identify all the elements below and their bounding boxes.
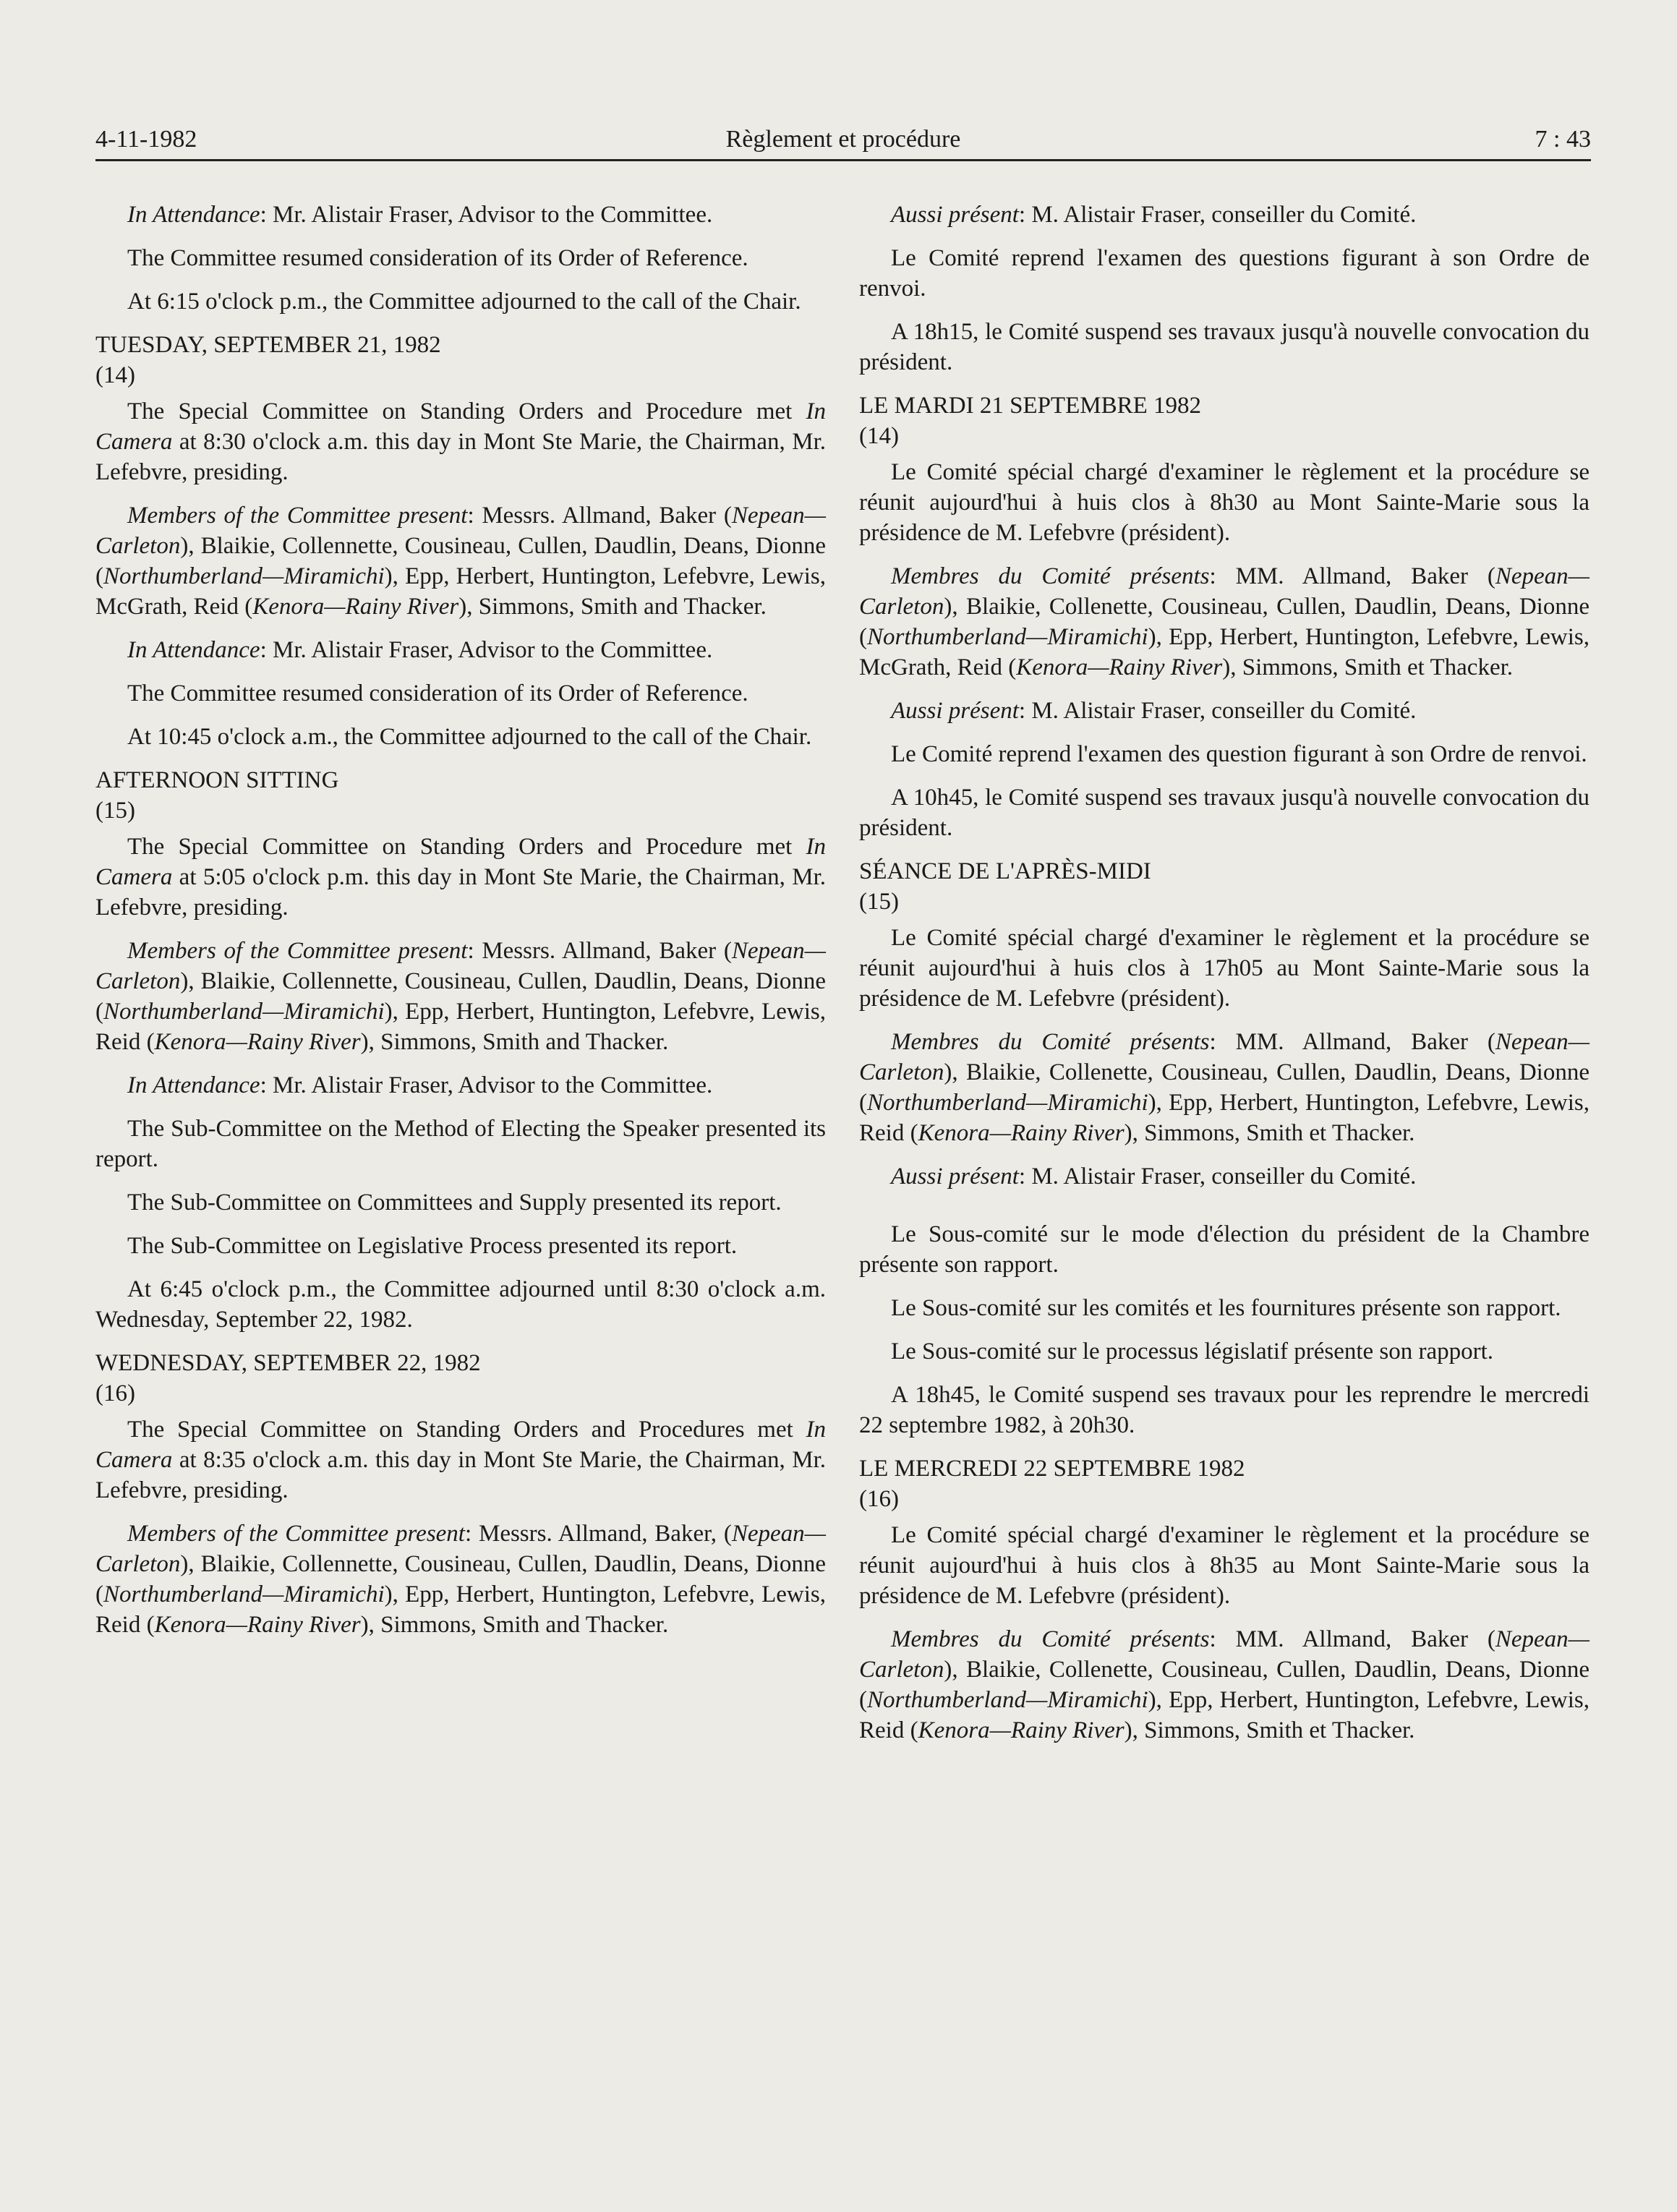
header-title: Règlement et procédure: [725, 126, 961, 153]
report-paragraph: The Sub-Committee on Committees and Supply presented its report.: [127, 1190, 782, 1216]
adjourned-paragraph: A 18h45, le Comité suspend ses travaux pour les reprendre le mercredi 22 septembre 1982, à 20h30.: [859, 1382, 1589, 1438]
meeting-paragraph: The Special Committee on Standing Orders and Procedure met In Camera at 8:30 o'clock a.m. this day in Mont Ste Marie, the Chairman, Mr. Lefebvre, presiding.: [95, 398, 826, 485]
adjourned-paragraph: At 10:45 o'clock a.m., the Committee adjourned to the call of the Chair.: [127, 724, 812, 750]
english-column: [95, 200, 826, 1653]
section-heading: LE MARDI 21 SEPTEMBRE 1982: [859, 393, 1202, 419]
meeting-number: (16): [859, 1486, 899, 1512]
section-heading: SÉANCE DE L'APRÈS-MIDI: [859, 858, 1151, 884]
report-paragraph: The Sub-Committee on the Method of Electing the Speaker presented its report.: [95, 1116, 826, 1172]
meeting-paragraph: The Special Committee on Standing Orders and Procedure met In Camera at 5:05 o'clock p.m. this day in Mont Ste Marie, the Chairman, Mr. Lefebvre, presiding.: [95, 834, 826, 921]
members-paragraph: Members of the Committee present: Messrs. Allmand, Baker, (Nepean—Carleton), Blaikie, Collennette, Cousineau, Cullen, Daudlin, Deans, Dionne (Northumberland—Miramichi), Epp, Herbert, Huntington, Lefebvre, Lewis, Reid (Kenora—Rainy River), Simmons, Smith and Thacker.: [95, 1521, 826, 1638]
report-paragraph: Le Sous-comité sur le processus législatif présente son rapport.: [891, 1338, 1494, 1365]
attendance-paragraph: In Attendance: Mr. Alistair Fraser, Advisor to the Committee.: [127, 202, 713, 228]
attendance-paragraph: Aussi présent: M. Alistair Fraser, conseiller du Comité.: [891, 1163, 1417, 1190]
members-paragraph: Membres du Comité présents: MM. Allmand, Baker (Nepean—Carleton), Blaikie, Collenette, Cousineau, Cullen, Daudlin, Deans, Dionne (Northumberland—Miramichi), Epp, Herbert, Huntington, Lefebvre, Lewis, McGrath, Reid (Kenora—Rainy River), Simmons, Smith et Thacker.: [859, 563, 1589, 680]
meeting-paragraph: Le Comité spécial chargé d'examiner le règlement et la procédure se réunit aujourd'hui à huis clos à 8h35 au Mont Sainte-Marie sous la présidence de M. Lefebvre (président).: [859, 1522, 1589, 1609]
meeting-number: (16): [95, 1380, 135, 1406]
meeting-number: (14): [859, 423, 899, 449]
members-paragraph: Membres du Comité présents: MM. Allmand, Baker (Nepean—Carleton), Blaikie, Collenette, Cousineau, Cullen, Daudlin, Deans, Dionne (Northumberland—Miramichi), Epp, Herbert, Huntington, Lefebvre, Lewis, Reid (Kenora—Rainy River), Simmons, Smith et Thacker.: [859, 1029, 1589, 1146]
meeting-number: (14): [95, 362, 135, 388]
adjourned-paragraph: At 6:45 o'clock p.m., the Committee adjourned until 8:30 o'clock a.m. Wednesday, September 22, 1982.: [95, 1276, 826, 1333]
resumed-paragraph: The Committee resumed consideration of its Order of Reference.: [127, 245, 748, 271]
meeting-paragraph: Le Comité spécial chargé d'examiner le règlement et la procédure se réunit aujourd'hui à huis clos à 8h30 au Mont Sainte-Marie sous la présidence de M. Lefebvre (président).: [859, 459, 1589, 546]
section-heading: TUESDAY, SEPTEMBER 21, 1982: [95, 332, 441, 358]
members-paragraph: Members of the Committee present: Messrs. Allmand, Baker (Nepean—Carleton), Blaikie, Collennette, Cousineau, Cullen, Daudlin, Deans, Dionne (Northumberland—Miramichi), Epp, Herbert, Huntington, Lefebvre, Lewis, McGrath, Reid (Kenora—Rainy River), Simmons, Smith and Thacker.: [95, 503, 826, 620]
meeting-number: (15): [95, 798, 135, 824]
resumed-paragraph: The Committee resumed consideration of its Order of Reference.: [127, 680, 748, 706]
attendance-paragraph: In Attendance: Mr. Alistair Fraser, Advisor to the Committee.: [127, 1072, 713, 1098]
meeting-number: (15): [859, 889, 899, 915]
section-heading: LE MERCREDI 22 SEPTEMBRE 1982: [859, 1456, 1245, 1482]
members-paragraph: Membres du Comité présents: MM. Allmand, Baker (Nepean—Carleton), Blaikie, Collenette, Cousineau, Cullen, Daudlin, Deans, Dionne (Northumberland—Miramichi), Epp, Herbert, Huntington, Lefebvre, Lewis, Reid (Kenora—Rainy River), Simmons, Smith et Thacker.: [859, 1626, 1589, 1743]
report-paragraph: The Sub-Committee on Legislative Process presented its report.: [127, 1233, 738, 1259]
adjourned-paragraph: At 6:15 o'clock p.m., the Committee adjourned to the call of the Chair.: [127, 289, 801, 315]
report-paragraph: Le Sous-comité sur les comités et les fournitures présente son rapport.: [891, 1295, 1561, 1321]
french-column: [859, 200, 1589, 1759]
attendance-paragraph: Aussi présent: M. Alistair Fraser, conseiller du Comité.: [891, 698, 1417, 724]
adjourned-paragraph: A 10h45, le Comité suspend ses travaux jusqu'à nouvelle convocation du président.: [859, 785, 1589, 841]
attendance-paragraph: In Attendance: Mr. Alistair Fraser, Advisor to the Committee.: [127, 637, 713, 663]
attendance-paragraph: Aussi présent: M. Alistair Fraser, conseiller du Comité.: [891, 202, 1417, 228]
meeting-paragraph: Le Comité spécial chargé d'examiner le règlement et la procédure se réunit aujourd'hui à huis clos à 17h05 au Mont Sainte-Marie sous la présidence de M. Lefebvre (président).: [859, 925, 1589, 1012]
section-heading: AFTERNOON SITTING: [95, 767, 339, 793]
members-paragraph: Members of the Committee present: Messrs. Allmand, Baker (Nepean—Carleton), Blaikie, Collennette, Cousineau, Cullen, Daudlin, Deans, Dionne (Northumberland—Miramichi), Epp, Herbert, Huntington, Lefebvre, Lewis, Reid (Kenora—Rainy River), Simmons, Smith and Thacker.: [95, 938, 826, 1055]
report-paragraph: Le Sous-comité sur le mode d'élection du président de la Chambre présente son rapport.: [859, 1221, 1589, 1278]
meeting-paragraph: The Special Committee on Standing Orders and Procedures met In Camera at 8:35 o'clock a.m. this day in Mont Ste Marie, the Chairman, Mr. Lefebvre, presiding.: [95, 1417, 826, 1503]
section-heading: WEDNESDAY, SEPTEMBER 22, 1982: [95, 1350, 481, 1376]
header-rule: [95, 159, 1591, 161]
page-header: [95, 121, 1591, 161]
resumed-paragraph: Le Comité reprend l'examen des question figurant à son Ordre de renvoi.: [891, 741, 1587, 767]
resumed-paragraph: Le Comité reprend l'examen des questions figurant à son Ordre de renvoi.: [859, 245, 1589, 302]
header-page-number: 7 : 43: [1535, 126, 1591, 153]
adjourned-paragraph: A 18h15, le Comité suspend ses travaux jusqu'à nouvelle convocation du président.: [859, 319, 1589, 375]
header-date: 4-11-1982: [95, 126, 197, 153]
